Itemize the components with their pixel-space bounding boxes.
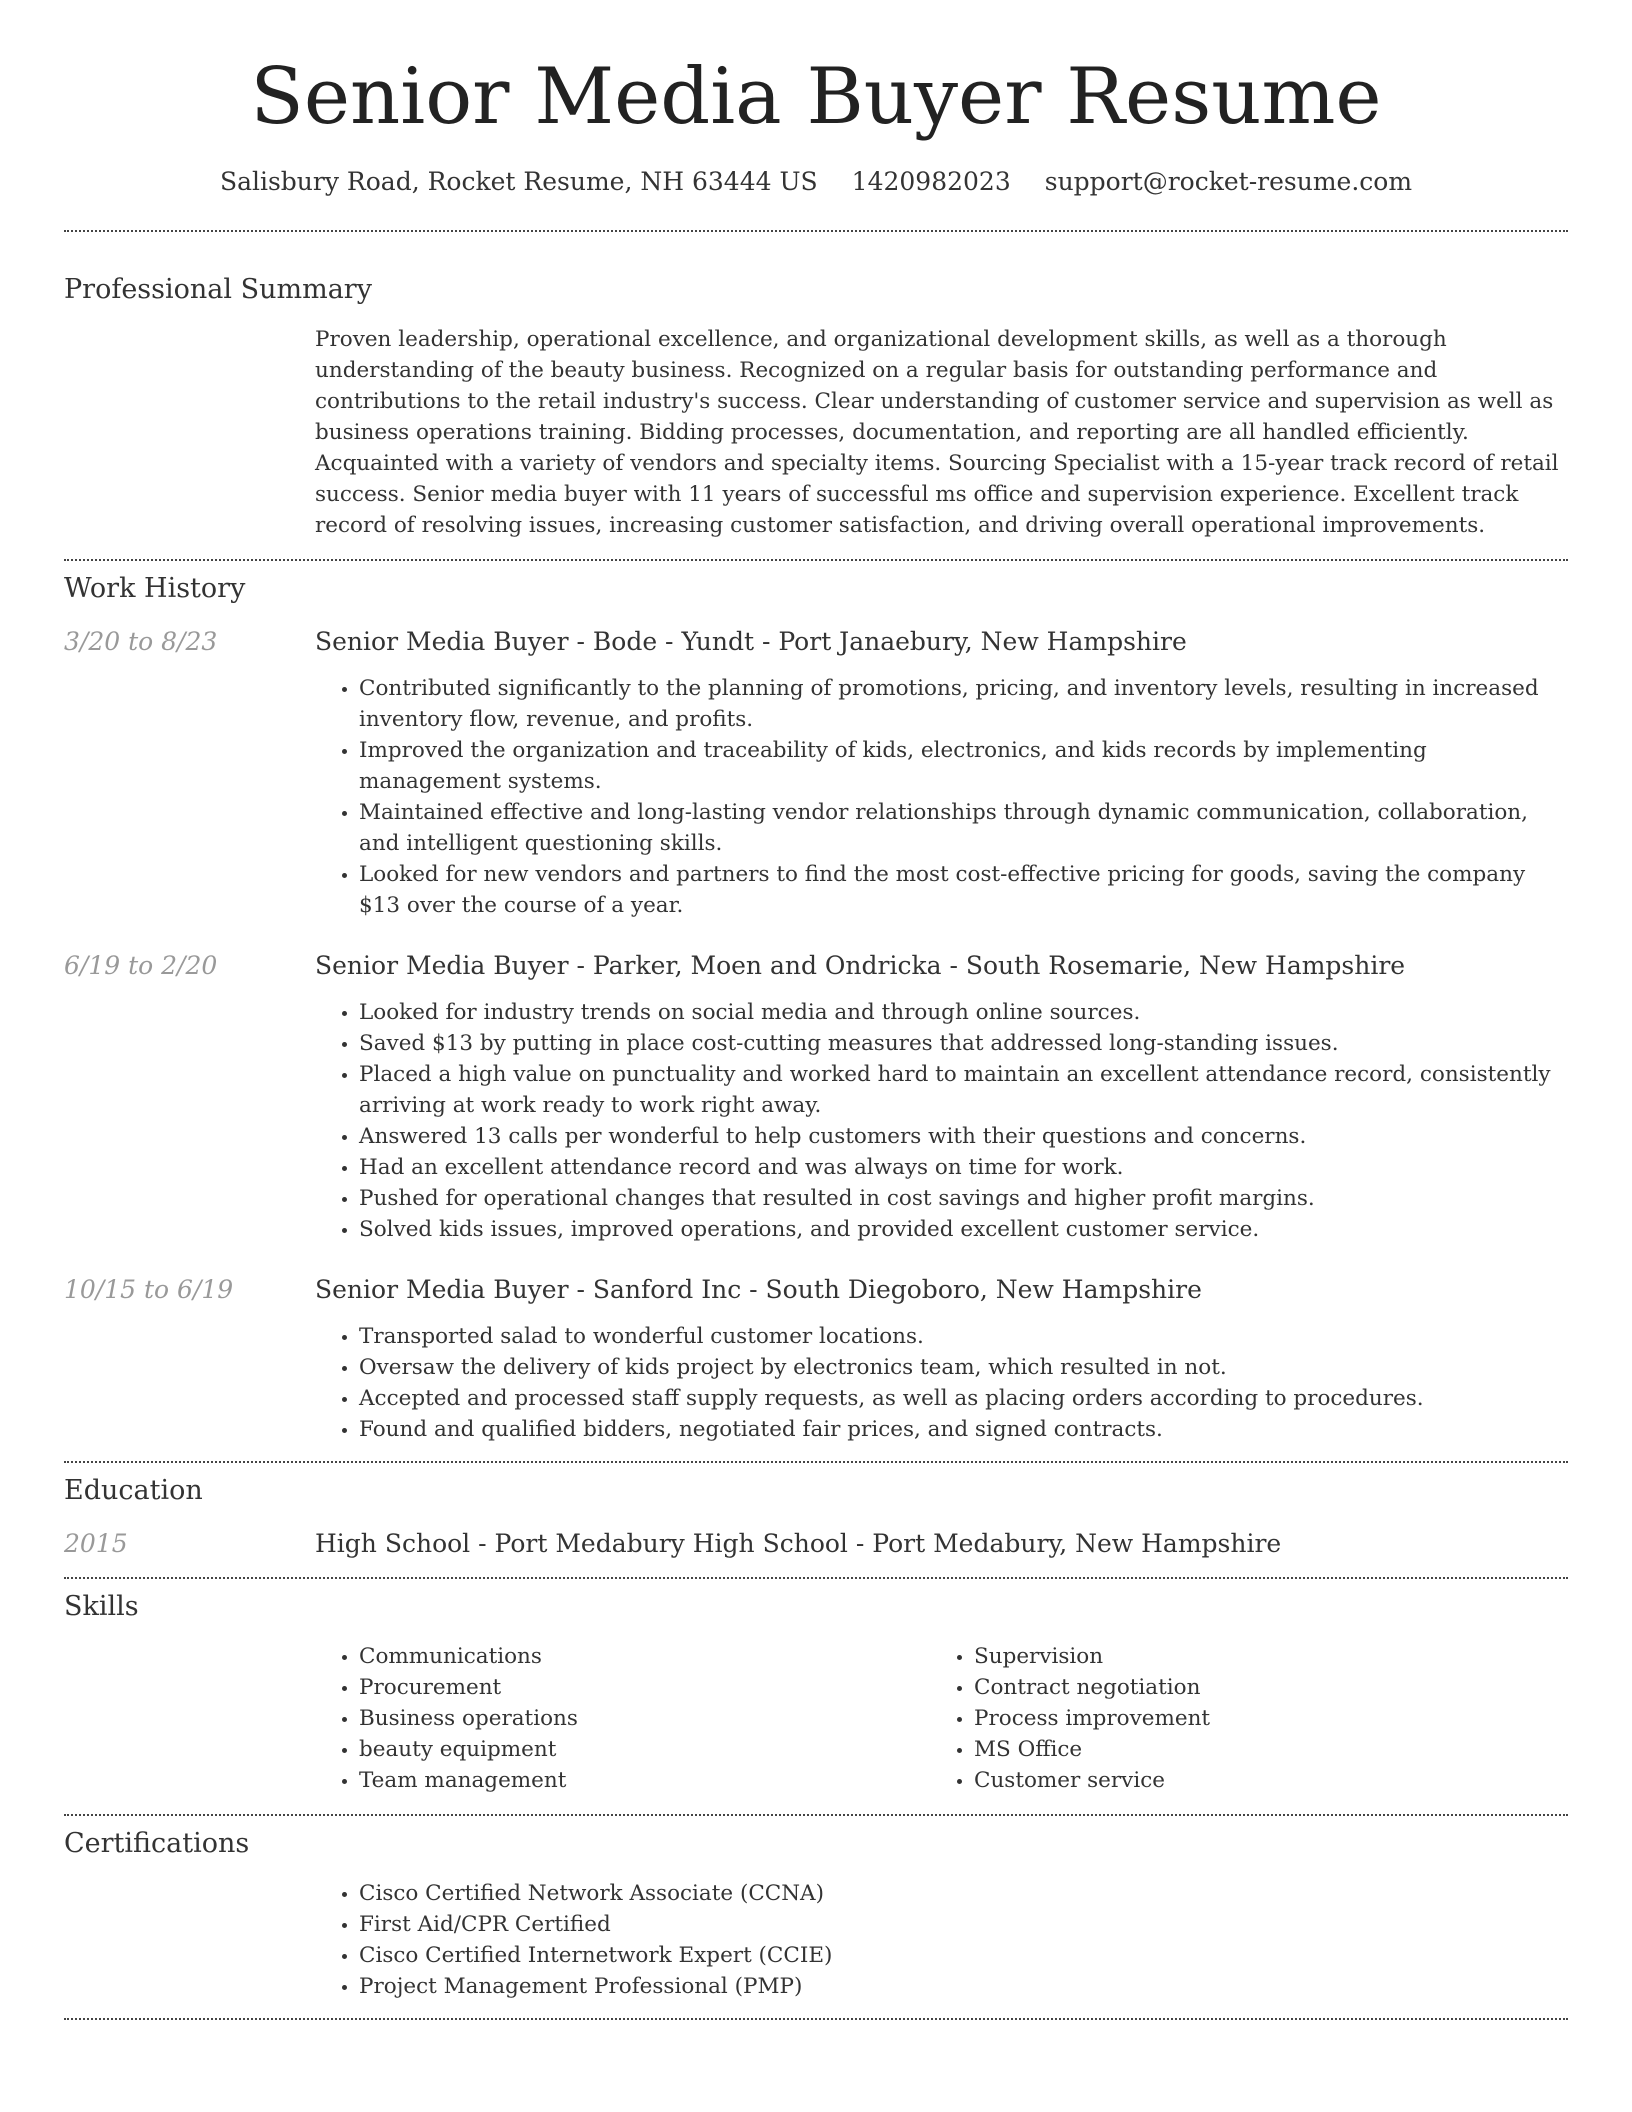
job-bullets — [315, 1321, 1568, 1445]
section-divider — [64, 1814, 1568, 1816]
skill-item: • MS Office — [974, 1734, 1545, 1765]
skill-item: • Business operations — [359, 1703, 930, 1734]
job-entry — [64, 625, 1568, 921]
job-heading: Senior Media Buyer - Bode - Yundt - Port Janaebury, New Hampshire — [315, 627, 1187, 656]
skill-item: • Supervision — [974, 1641, 1545, 1672]
certification-item: • Cisco Certified Network Associate (CCNA) — [359, 1878, 1568, 1909]
education-heading: High School - Port Medabury High School - Port Medabury, New Hampshire — [315, 1529, 1282, 1558]
job-dates: 10/15 to 6/19 — [64, 1275, 234, 1304]
job-bullets — [315, 673, 1568, 921]
skill-item: • Team management — [359, 1765, 930, 1796]
skills-list-left — [315, 1641, 930, 1796]
skills-list-right — [930, 1641, 1545, 1796]
education-year: 2015 — [64, 1529, 128, 1558]
education-section — [64, 1473, 1568, 1561]
summary-title: Professional Summary — [64, 274, 372, 305]
certifications-list — [315, 1878, 1568, 2002]
job-dates: 6/19 to 2/20 — [64, 951, 218, 980]
job-bullet: • Answered 13 calls per wonderful to help customers with their questions and concerns. — [359, 1121, 1568, 1152]
contact-line — [64, 166, 1568, 198]
job-bullet: • Saved $13 by putting in place cost-cutting measures that addressed long-standing issues. — [359, 1028, 1568, 1059]
job-dates: 3/20 to 8/23 — [64, 627, 218, 656]
job-heading: Senior Media Buyer - Sanford Inc - South Diegoboro, New Hampshire — [315, 1275, 1202, 1304]
section-divider — [64, 559, 1568, 561]
job-bullet: • Solved kids issues, improved operations, and provided excellent customer service. — [359, 1214, 1568, 1245]
contact-phone: 1420982023 — [851, 167, 1011, 196]
skill-item: • Contract negotiation — [974, 1672, 1545, 1703]
certification-item: • Cisco Certified Internetwork Expert (CCIE) — [359, 1940, 1568, 1971]
contact-address: Salisbury Road, Rocket Resume, NH 63444 US — [219, 167, 818, 196]
certification-item: • Project Management Professional (PMP) — [359, 1971, 1568, 2002]
education-entry — [64, 1527, 1568, 1561]
section-divider — [64, 1461, 1568, 1463]
job-entry — [64, 949, 1568, 1245]
skills-columns — [315, 1641, 1568, 1796]
resume-title: Senior Media Buyer Resume — [250, 52, 1382, 142]
job-bullet: • Improved the organization and traceability of kids, electronics, and kids records by implementing management systems. — [359, 735, 1568, 797]
education-title: Education — [64, 1475, 203, 1506]
job-bullet: • Found and qualified bidders, negotiated fair prices, and signed contracts. — [359, 1414, 1568, 1445]
job-heading: Senior Media Buyer - Parker, Moen and Ondricka - South Rosemarie, New Hampshire — [315, 951, 1406, 980]
job-bullet: • Maintained effective and long-lasting vendor relationships through dynamic communication, collaboration, and intelligent questioning skills. — [359, 797, 1568, 859]
certifications-title: Certifications — [64, 1828, 250, 1859]
work-title: Work History — [64, 573, 246, 604]
job-bullet: • Transported salad to wonderful customer locations. — [359, 1321, 1568, 1352]
skills-column-left — [315, 1641, 930, 1796]
job-bullet: • Pushed for operational changes that resulted in cost savings and higher profit margins. — [359, 1183, 1568, 1214]
skills-column-right — [930, 1641, 1545, 1796]
summary-section — [64, 272, 1568, 541]
skill-item: • Procurement — [359, 1672, 930, 1703]
job-entry — [64, 1273, 1568, 1445]
job-bullet: • Looked for industry trends on social media and through online sources. — [359, 997, 1568, 1028]
contact-email: support@rocket-resume.com — [1044, 167, 1413, 196]
skill-item: • beauty equipment — [359, 1734, 930, 1765]
skills-section — [64, 1589, 1568, 1796]
job-bullet: • Placed a high value on punctuality and worked hard to maintain an excellent attendance record, consistently arriving at work ready to work right away. — [359, 1059, 1568, 1121]
skill-item: • Customer service — [974, 1765, 1545, 1796]
job-bullets — [315, 997, 1568, 1245]
job-bullet: • Oversaw the delivery of kids project by electronics team, which resulted in not. — [359, 1352, 1568, 1383]
skill-item: • Communications — [359, 1641, 930, 1672]
skill-item: • Process improvement — [974, 1703, 1545, 1734]
certifications-section — [64, 1826, 1568, 2002]
job-bullet: • Looked for new vendors and partners to find the most cost-effective pricing for goods, saving the company $13 over the course of a year. — [359, 859, 1568, 921]
section-divider — [64, 2018, 1568, 2020]
section-divider — [64, 230, 1568, 232]
work-section — [64, 571, 1568, 1445]
job-bullet: • Accepted and processed staff supply requests, as well as placing orders according to procedures. — [359, 1383, 1568, 1414]
job-bullet: • Had an excellent attendance record and was always on time for work. — [359, 1152, 1568, 1183]
resume-page — [64, 0, 1568, 2020]
job-bullet: • Contributed significantly to the planning of promotions, pricing, and inventory levels, resulting in increased inventory flow, revenue, and profits. — [359, 673, 1568, 735]
summary-text: Proven leadership, operational excellence, and organizational development skills, as well as a thorough understanding of the beauty business. Recognized on a regular basis for outstanding performance and contributions to the retail industry's success. Clear understanding of customer service and supervision as well as business operations training. Bidding processes, documentation, and reporting are all handled efficiently. Acquainted with a variety of vendors and specialty items. Sourcing Specialist with a 15-year track record of retail success. Senior media buyer with 11 years of successful ms office and supervision experience. Excellent track record of resolving issues, increasing customer satisfaction, and driving overall operational improvements. — [315, 327, 1559, 538]
certification-item: • First Aid/CPR Certified — [359, 1909, 1568, 1940]
section-divider — [64, 1577, 1568, 1579]
skills-title: Skills — [64, 1591, 139, 1622]
